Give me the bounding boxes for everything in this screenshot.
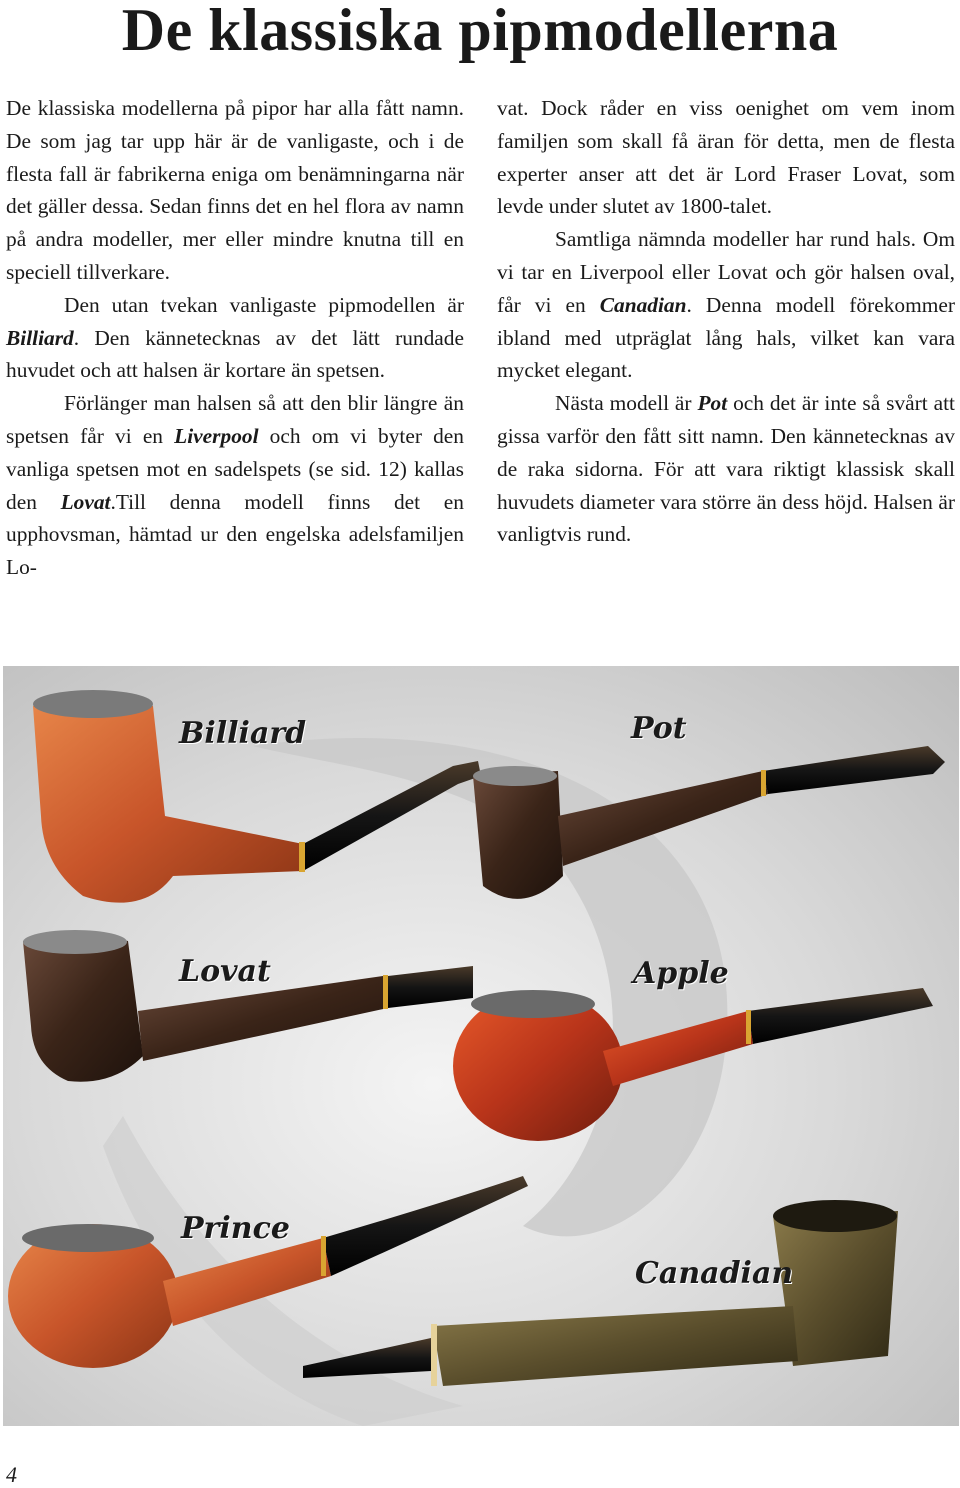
pipe-lovat bbox=[23, 930, 473, 1082]
term-billiard: Billiard bbox=[6, 325, 74, 350]
label-apple: Apple bbox=[633, 956, 729, 991]
page-number: 4 bbox=[6, 1462, 17, 1487]
paragraph: Förlänger man halsen så att den blir längre än spetsen får vi en Liverpool och om vi byter den vanliga spetsen mot en sadelspets (se sid. 12) kallas den Lovat.Till denna modell finns det en upphovsman, hämtad ur den engelska adelsfamiljen Lo- bbox=[6, 391, 464, 580]
term-canadian: Canadian bbox=[599, 292, 687, 317]
text-column-right bbox=[497, 92, 955, 551]
paragraph: De klassiska modellerna på pipor har alla fått namn. De som jag tar upp här är de vanligaste, och i de flesta fall är fabrikerna eniga om benämningarna när det gäller dessa. Sedan finns det en hel flora av namn på andra modeller, mer eller mindre knutna till en speciell tillverkare. bbox=[6, 96, 464, 284]
page-title: De klassiska pipmodellerna bbox=[121, 0, 839, 63]
label-pot: Pot bbox=[631, 711, 687, 746]
paragraph: Samtliga nämnda modeller har rund hals. Om vi tar en Liverpool eller Lovat och gör halsen oval, får vi en Canadian. Denna modell förekommer ibland med utpräglat lång hals, vilket kan vara mycket elegant. bbox=[497, 227, 955, 383]
pipes-illustration bbox=[3, 666, 959, 1426]
label-billiard: Billiard bbox=[179, 716, 307, 751]
term-liverpool: Liverpool bbox=[174, 423, 259, 448]
paragraph: Den utan tvekan vanligaste pipmodellen är Billiard. Den kännetecknas av det lätt rundade huvudet och att halsen är kortare än spetsen. bbox=[6, 292, 464, 383]
label-prince: Prince bbox=[181, 1211, 290, 1246]
term-pot: Pot bbox=[697, 391, 728, 416]
text-column-left bbox=[6, 92, 464, 584]
label-lovat: Lovat bbox=[179, 954, 271, 989]
term-lovat: Lovat bbox=[60, 489, 111, 514]
pipe-models-photo bbox=[3, 666, 959, 1426]
paragraph: Nästa modell är Pot och det är inte så svårt att gissa varför den fått sitt namn. Den kännetecknas av de raka sidorna. För att vara riktigt klassisk skall huvudets diameter vara större än dess höjd. Halsen är vanligtvis rund. bbox=[497, 391, 955, 547]
label-canadian: Canadian bbox=[635, 1256, 794, 1291]
paragraph: vat. Dock råder en viss oenighet om vem inom familjen som skall få äran för detta, men de flesta experter anser att det är Lord Fraser Lovat, som levde under slutet av 1800-talet. bbox=[497, 96, 955, 219]
pipe-pot bbox=[473, 746, 945, 899]
